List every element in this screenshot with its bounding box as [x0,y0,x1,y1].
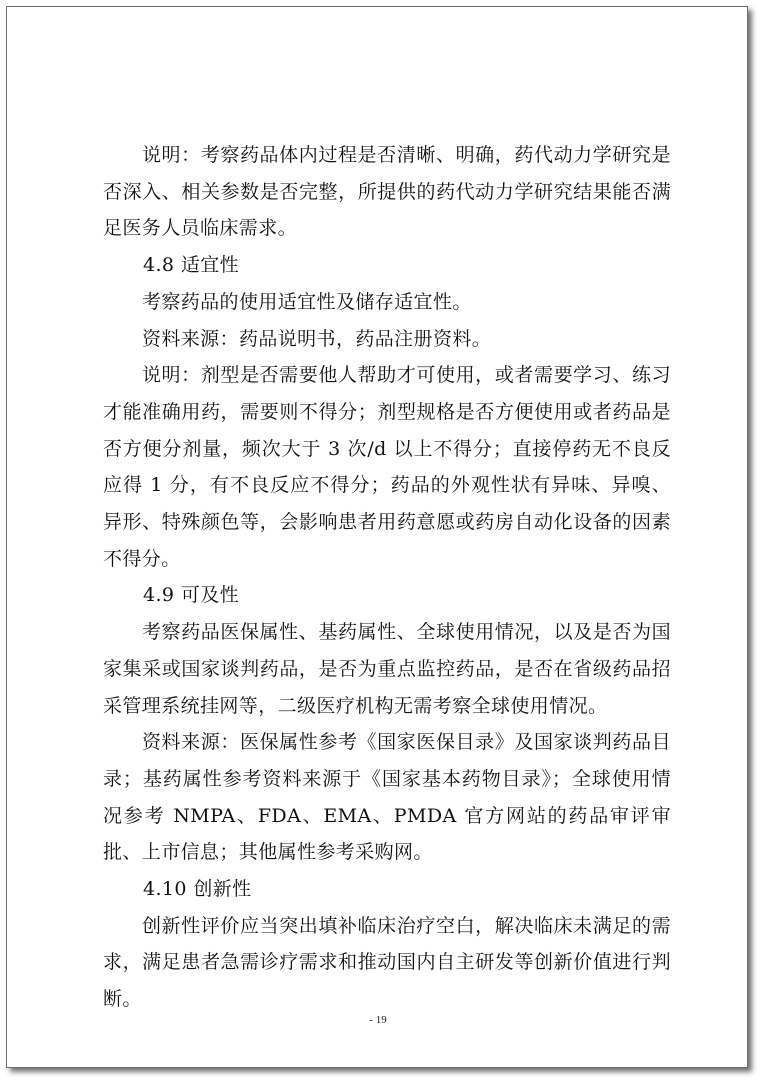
paragraph-suitability-source: 资料来源：药品说明书，药品注册资料。 [141,327,492,350]
section-heading-4-8: 4.8 适宜性 [143,254,240,277]
paragraph-innovation-intro: 创新性评价应当突出填补临床治疗空白，解决临床未满足的需求，满足患者急需诊疗需求和推动国内自主研发等创新价值进行判断。 [103,914,671,1011]
paragraph-pk-description: 说明：考察药品体内过程是否清晰、明确，药代动力学研究是否深入、相关参数是否完整，所提供的药代动力学研究结果能否满足医务人员临床需求。 [103,144,671,240]
paragraph-accessibility-intro: 考察药品医保属性、基药属性、全球使用情况，以及是否为国家集采或国家谈判药品，是否为重点监控药品，是否在省级药品招采管理系统挂网等，二级医疗机构无需考察全球使用情况。 [103,621,671,717]
page-number: - 19 [369,1014,387,1026]
section-heading-4-9: 4.9 可及性 [143,584,240,607]
document-body [103,137,671,1018]
document-page [6,6,748,1068]
section-heading-4-10: 4.10 创新性 [143,878,252,901]
paragraph-accessibility-source: 资料来源：医保属性参考《国家医保目录》及国家谈判药品目录；基药属性参考资料来源于《国家基本药物目录》；全球使用情况参考 NMPA、FDA、EMA、PMDA 官方网站的药品审评审批、上市信息；其他属性参考采购网。 [103,731,671,864]
paragraph-suitability-description: 说明：剂型是否需要他人帮助才可使用，或者需要学习、练习才能准确用药，需要则不得分；剂型规格是否方便使用或者药品是否方便分剂量，频次大于 3 次/d 以上不得分；直接停药无不良反应得 1 分，有不良反应不得分；药品的外观性状有异味、异嗅、异形、特殊颜色等，会影响患者用药意愿或药房自动化设备的因素不得分。 [103,364,671,570]
paragraph-suitability-intro: 考察药品的使用适宜性及储存适宜性。 [141,290,472,313]
